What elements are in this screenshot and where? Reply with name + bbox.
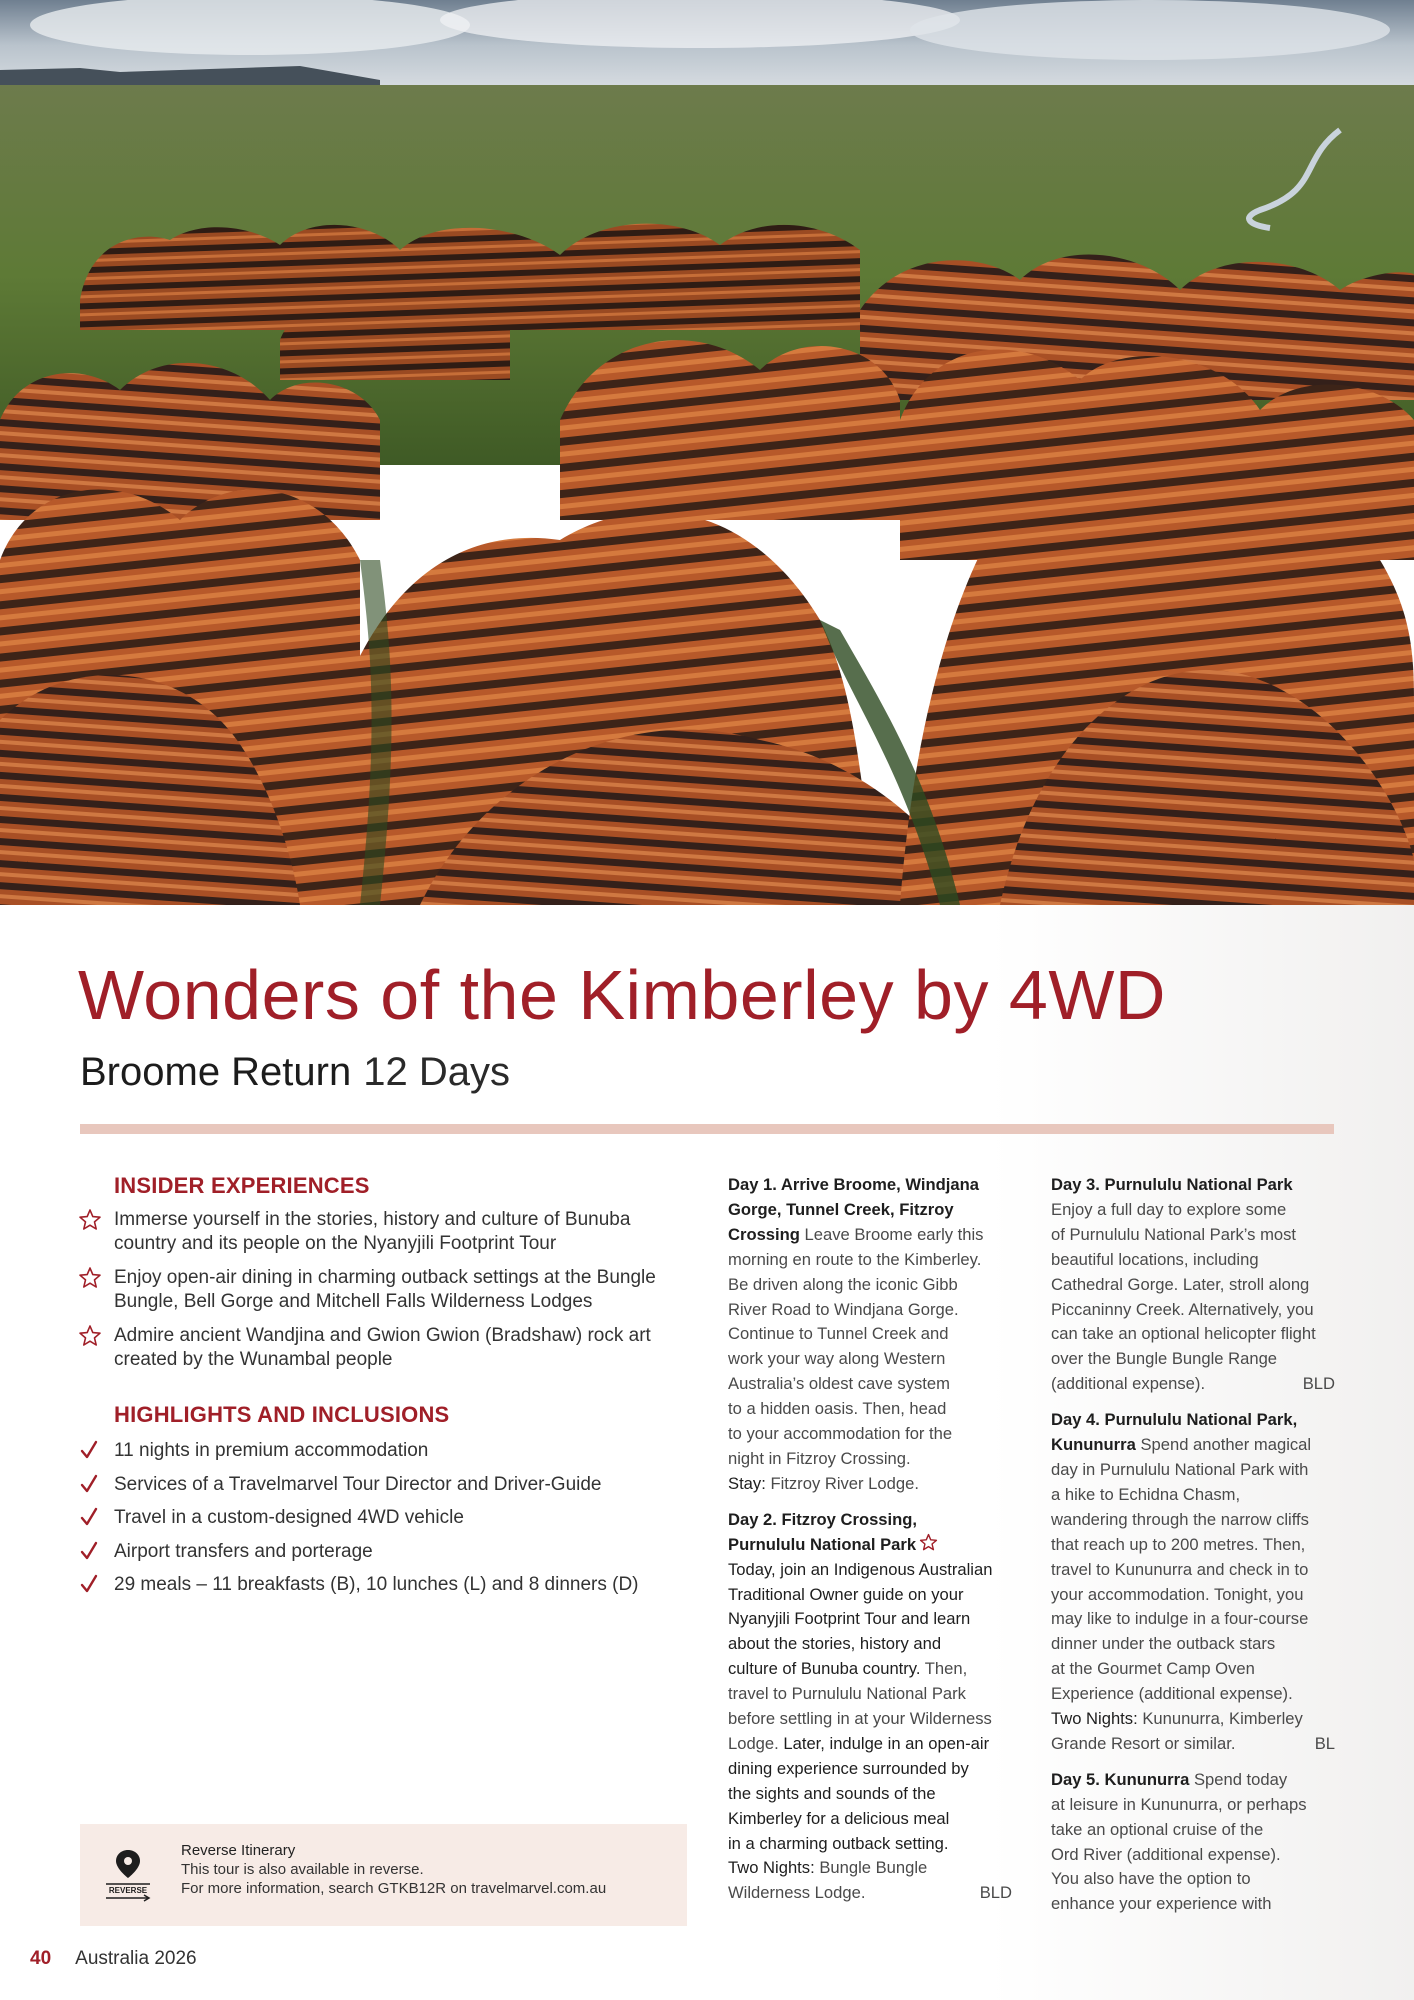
day-text: You also have the option to (1051, 1869, 1251, 1889)
itinerary-column-2 (1051, 1173, 1335, 1928)
insider-item-text: Immerse yourself in the stories, history and culture of Bunuba country and its people on the Nyanyjili Footprint Tour (114, 1209, 631, 1254)
day-heading: Purnululu National Park (728, 1534, 917, 1554)
day-text: morning en route to the Kimberley. (728, 1249, 982, 1269)
stay-value: Fitzroy River Lodge. (770, 1473, 919, 1493)
day-text: Enjoy a full day to explore some (1051, 1199, 1287, 1219)
day-text: can take an optional helicopter flight (1051, 1324, 1316, 1344)
highlight-item (78, 1540, 698, 1564)
itinerary-day-1 (728, 1173, 1012, 1497)
day-text: Leave Broome early this (804, 1224, 984, 1244)
day-text: Then, (924, 1659, 968, 1679)
meal-code: BLD (1302, 1374, 1335, 1394)
itinerary-day-3 (1051, 1173, 1335, 1397)
meal-code: BL (1314, 1733, 1335, 1753)
highlight-item (78, 1573, 698, 1597)
meal-code: BLD (979, 1883, 1012, 1903)
day-text: Lodge. (728, 1733, 779, 1753)
reverse-icon-label: REVERSE (108, 1886, 148, 1895)
reverse-arrow-icon (104, 1848, 152, 1904)
day-text: your accommodation. Tonight, you (1051, 1584, 1304, 1604)
star-outline-icon (919, 1533, 938, 1552)
day-text: Traditional Owner guide on your (728, 1584, 964, 1604)
day-text: in a charming outback setting. (728, 1833, 949, 1853)
day-text: River Road to Windjana Gorge. (728, 1299, 959, 1319)
day-text: Experience (additional expense). (1051, 1684, 1293, 1704)
reverse-line-2: For more information, search GTKB12R on travelmarvel.com.au (181, 1880, 607, 1897)
stay-label: Two Nights: (728, 1858, 815, 1878)
day-text: the sights and sounds of the (728, 1783, 936, 1803)
stay-value: Grande Resort or similar. (1051, 1733, 1236, 1753)
day-text: before settling in at your Wilderness (728, 1709, 992, 1729)
day-text: take an optional cruise of the (1051, 1819, 1264, 1839)
day-text: over the Bungle Bungle Range (1051, 1349, 1278, 1369)
insider-item (78, 1208, 688, 1256)
day-heading: Day 2. Fitzroy Crossing, (728, 1509, 918, 1529)
day-text: beautiful locations, including (1051, 1249, 1259, 1269)
day-text: night in Fitzroy Crossing. (728, 1448, 911, 1468)
stay-value: Wilderness Lodge. (728, 1883, 866, 1903)
checkmark-icon (80, 1541, 98, 1561)
day-heading: Day 3. Purnululu National Park (1051, 1175, 1293, 1194)
highlight-item-text: Services of a Travelmarvel Tour Director and Driver-Guide (114, 1473, 602, 1495)
day-text: Spend another magical (1140, 1435, 1312, 1455)
publication-name: Australia 2026 (75, 1948, 197, 1969)
day-text: of Purnululu National Park’s most (1051, 1224, 1297, 1244)
day-heading: Day 1. Arrive Broome, Windjana (728, 1175, 979, 1194)
day-text: about the stories, history and (728, 1634, 942, 1654)
tour-title: Wonders of the Kimberley by 4WD (78, 956, 1166, 1034)
day-text: Spend today (1193, 1769, 1288, 1789)
day-text: Ord River (additional expense). (1051, 1844, 1281, 1864)
day-text: Australia’s oldest cave system (728, 1374, 950, 1394)
checkmark-icon (80, 1440, 98, 1460)
day-text: wandering through the narrow cliffs (1051, 1509, 1309, 1529)
star-outline-icon (78, 1324, 102, 1348)
bungle-bungle-landscape-image (0, 0, 1414, 905)
insider-item-text: Enjoy open-air dining in charming outback settings at the Bungle Bungle, Bell Gorge and Mitchell Falls Wilderness Lodges (114, 1267, 656, 1312)
day-text: Later, indulge in an open-air (783, 1733, 990, 1753)
checkmark-icon (80, 1574, 98, 1594)
day-text: that reach up to 200 metres. Then, (1051, 1534, 1306, 1554)
day-heading: Day 4. Purnululu National Park, (1051, 1410, 1298, 1430)
tour-subtitle (80, 1050, 510, 1095)
reverse-line-1: This tour is also available in reverse. (181, 1861, 424, 1878)
itinerary-day-5 (1051, 1768, 1335, 1917)
insider-heading: INSIDER EXPERIENCES (114, 1173, 370, 1198)
day-heading: Crossing (728, 1224, 800, 1244)
hero-photo (0, 0, 1414, 905)
highlight-item (78, 1473, 698, 1497)
checkmark-icon (80, 1474, 98, 1494)
day-text: dinner under the outback stars (1051, 1634, 1276, 1654)
day-text: day in Purnululu National Park with (1051, 1459, 1309, 1479)
reverse-title: Reverse Itinerary (181, 1842, 296, 1859)
highlight-item-text: Airport transfers and porterage (114, 1540, 373, 1562)
stay-value: Bungle Bungle (819, 1858, 928, 1878)
day-text: (additional expense). (1051, 1374, 1206, 1394)
day-text: a hike to Echidna Chasm, (1051, 1484, 1241, 1504)
day-text: Cathedral Gorge. Later, stroll along (1051, 1274, 1310, 1294)
insider-item (78, 1324, 688, 1372)
stay-label: Stay: (728, 1473, 766, 1493)
day-heading: Kununurra (1051, 1435, 1136, 1455)
reverse-itinerary-box (80, 1824, 687, 1926)
highlights-heading: HIGHLIGHTS AND INCLUSIONS (114, 1402, 450, 1427)
day-text: Continue to Tunnel Creek and (728, 1324, 949, 1344)
divider-rule (80, 1124, 1334, 1134)
day-text: dining experience surrounded by (728, 1758, 969, 1778)
day-text: at leisure in Kununurra, or perhaps (1051, 1794, 1307, 1814)
day-text: to your accommodation for the (728, 1424, 953, 1444)
stay-value: Kununurra, Kimberley (1142, 1709, 1303, 1729)
highlight-item-text: 29 meals – 11 breakfasts (B), 10 lunches (L) and 8 dinners (D) (114, 1574, 639, 1595)
day-heading: Gorge, Tunnel Creek, Fitzroy (728, 1199, 954, 1219)
star-outline-icon (78, 1208, 102, 1232)
insider-list (78, 1208, 688, 1382)
day-text: Be driven along the iconic Gibb (728, 1274, 958, 1294)
day-text: travel to Kununurra and check in to (1051, 1559, 1309, 1579)
star-outline-icon (78, 1266, 102, 1290)
highlights-list (78, 1439, 698, 1607)
route-label: Broome Return (80, 1050, 352, 1094)
day-text: culture of Bunuba country. (728, 1659, 921, 1679)
day-text: enhance your experience with (1051, 1894, 1272, 1914)
day-text: work your way along Western (728, 1349, 946, 1369)
insider-item (78, 1266, 688, 1314)
day-text: Kimberley for a delicious meal (728, 1808, 950, 1828)
page-footer (30, 1948, 197, 1970)
day-text: at the Gourmet Camp Oven (1051, 1659, 1255, 1679)
highlight-item-text: 11 nights in premium accommodation (114, 1440, 429, 1461)
itinerary-day-2 (728, 1508, 1012, 1907)
itinerary-day-4 (1051, 1408, 1335, 1757)
page-number: 40 (30, 1948, 52, 1969)
highlight-item (78, 1506, 698, 1530)
day-text: Nyanyjili Footprint Tour and learn (728, 1609, 971, 1629)
checkmark-icon (80, 1507, 98, 1527)
day-text: to a hidden oasis. Then, head (728, 1399, 947, 1419)
itinerary-column-1 (728, 1173, 1012, 1917)
day-text: travel to Purnululu National Park (728, 1684, 966, 1704)
day-text: may like to indulge in a four-course (1051, 1609, 1309, 1629)
duration-label: 12 Days (363, 1050, 510, 1094)
stay-label: Two Nights: (1051, 1709, 1138, 1729)
highlight-item (78, 1439, 698, 1463)
highlight-item-text: Travel in a custom-designed 4WD vehicle (114, 1507, 464, 1528)
insider-item-text: Admire ancient Wandjina and Gwion Gwion (Bradshaw) rock art created by the Wunambal people (114, 1325, 651, 1370)
day-text: Today, join an Indigenous Australian (728, 1559, 993, 1579)
reverse-text (181, 1841, 606, 1898)
day-text: Piccaninny Creek. Alternatively, you (1051, 1299, 1314, 1319)
day-heading: Day 5. Kununurra (1051, 1769, 1190, 1789)
